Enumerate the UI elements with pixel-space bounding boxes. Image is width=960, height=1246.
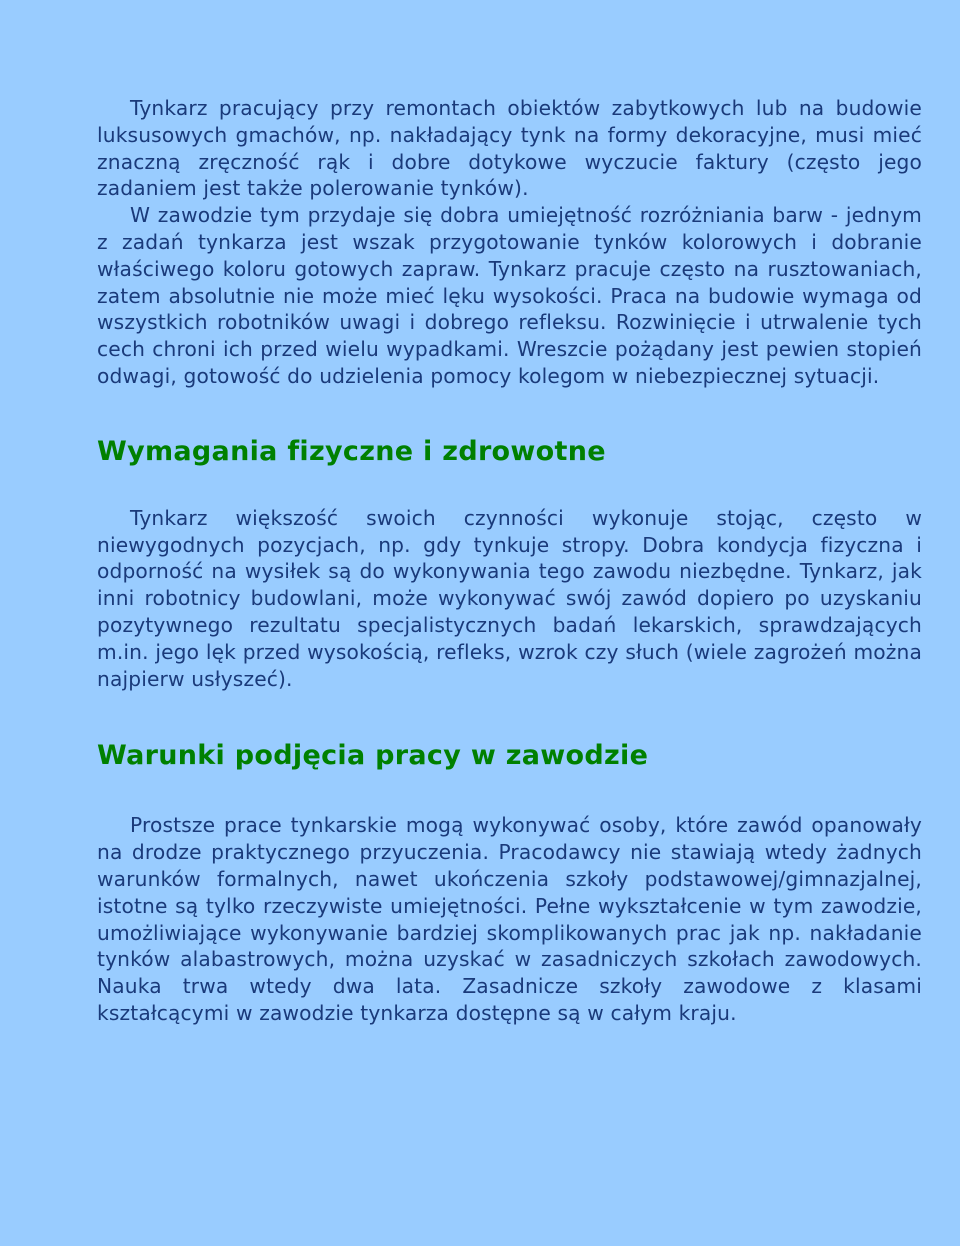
paragraph-physical-requirements: Tynkarz większość swoich czynności wykonuje stojąc, często w niewygodnych pozycjach, np. gdy tynkuje stropy. Dobra kondycja fizyczna i odporność na wysiłek są do wykonywania tego zawodu niezbędne. Tynkarz, jak inni robotnicy budowlani, może wykonywać swój zawód dopiero po uzyskaniu pozytywnego rezultatu specjalistycznych badań lekarskich, sprawdzających m.in. jego lęk przed wysokością, refleks, wzrok czy słuch (wiele zagrożeń można najpierw usłyszeć). [97,505,922,691]
paragraph-plasterer-skills: Tynkarz pracujący przy remontach obiektów zabytkowych lub na budowie luksusowych gmachów, np. nakładający tynk na formy dekoracyjne, musi mieć znaczną zręczność rąk i dobre dotykowe wyczucie faktury (często jego zadaniem jest także polerowanie tynków). [97,96,922,201]
paragraph-plasterer-traits: W zawodzie tym przydaje się dobra umiejętność rozróżniania barw - jednym z zadań tynkarza jest wszak przygotowanie tynków kolorowych i dobranie właściwego koloru gotowych zapraw. Tynkarz pracuje często na rusztowaniach, zatem absolutnie nie może mieć lęku wysokości. Praca na budowie wymaga od wszystkich robotników uwagi i dobrego refleksu. Rozwinięcie i utrwalenie tych cech chroni ich przed wielu wypadkami. Wreszcie pożądany jest pewien stopień odwagi, gotowość do udzielenia pomocy kolegom w niebezpiecznej sytuacji. [97,203,922,388]
paragraph-employment-conditions: Prostsze prace tynkarskie mogą wykonywać osoby, które zawód opanowały na drodze praktycznego przyuczenia. Pracodawcy nie stawiają wtedy żadnych warunków formalnych, nawet ukończenia szkoły podstawowej/gimnazjalnej, istotne są tylko rzeczywiste umiejętności. Pełne wykształcenie w tym zawodzie, umożliwiające wykonywanie bardziej skomplikowanych prac jak np. nakładanie tynków alabastrowych, można uzyskać w zasadniczych szkołach zawodowych. Nauka trwa wtedy dwa lata. Zasadnicze szkoły zawodowe z klasami kształcącymi w zawodzie tynkarza dostępne są w całym kraju. [97,813,922,1025]
document-page [97,95,922,1027]
heading-employment-conditions: Warunki podjęcia pracy w zawodzie [97,740,649,772]
heading-physical-requirements: Wymagania fizyczne i zdrowotne [97,435,606,467]
